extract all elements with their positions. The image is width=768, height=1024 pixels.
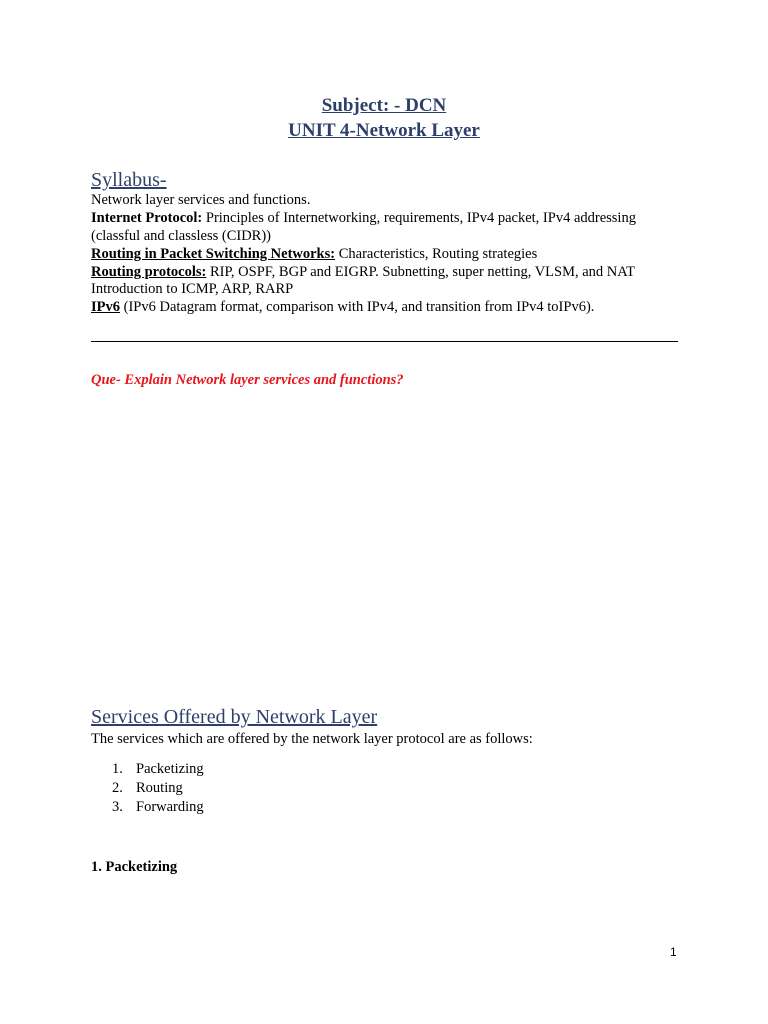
syllabus-line-routing-protocols: [91, 264, 635, 281]
list-item-number: 2.: [112, 780, 123, 796]
list-item: [0, 780, 400, 798]
internet-protocol-label: Internet Protocol:: [91, 210, 203, 226]
routing-protocols-text: RIP, OSPF, BGP and EIGRP. Subnetting, super netting, VLSM, and NAT: [206, 264, 635, 280]
internet-protocol-text: Principles of Internetworking, requirements, IPv4 packet, IPv4 addressing: [202, 210, 636, 226]
document-unit-title: UNIT 4-Network Layer: [288, 120, 480, 141]
syllabus-line-internet-protocol: [91, 210, 636, 227]
syllabus-line-routing-packet-switching: [91, 246, 537, 263]
list-item: [0, 761, 400, 779]
packetizing-heading: 1. Packetizing: [91, 859, 178, 875]
syllabus-line-services: Network layer services and functions.: [91, 192, 311, 208]
routing-packet-switching-text: Characteristics, Routing strategies: [335, 246, 538, 262]
services-heading: Services Offered by Network Layer: [91, 706, 378, 728]
ipv6-text: (IPv6 Datagram format, comparison with IPv4, and transition from IPv4 toIPv6).: [120, 299, 595, 315]
routing-protocols-label: Routing protocols:: [91, 264, 207, 280]
list-item-label: Routing: [136, 780, 183, 796]
page-number: 1: [670, 945, 677, 959]
list-item: [0, 799, 400, 817]
list-item-label: Packetizing: [136, 761, 204, 777]
question-heading: Que- Explain Network layer services and functions?: [91, 372, 404, 388]
services-intro: The services which are offered by the network layer protocol are as follows:: [91, 731, 533, 747]
syllabus-line-ipv6: [91, 299, 594, 316]
list-item-label: Forwarding: [136, 799, 204, 815]
list-item-number: 1.: [112, 761, 123, 777]
routing-packet-switching-label: Routing in Packet Switching Networks:: [91, 246, 336, 262]
ipv6-label: IPv6: [91, 299, 120, 315]
document-subject-title: Subject: - DCN: [321, 95, 447, 116]
syllabus-line-internet-protocol-cont: (classful and classless (CIDR)): [91, 228, 271, 244]
section-divider: [91, 341, 678, 342]
list-item-number: 3.: [112, 799, 123, 815]
syllabus-line-introduction: Introduction to ICMP, ARP, RARP: [91, 281, 294, 297]
syllabus-heading: Syllabus-: [91, 169, 167, 191]
